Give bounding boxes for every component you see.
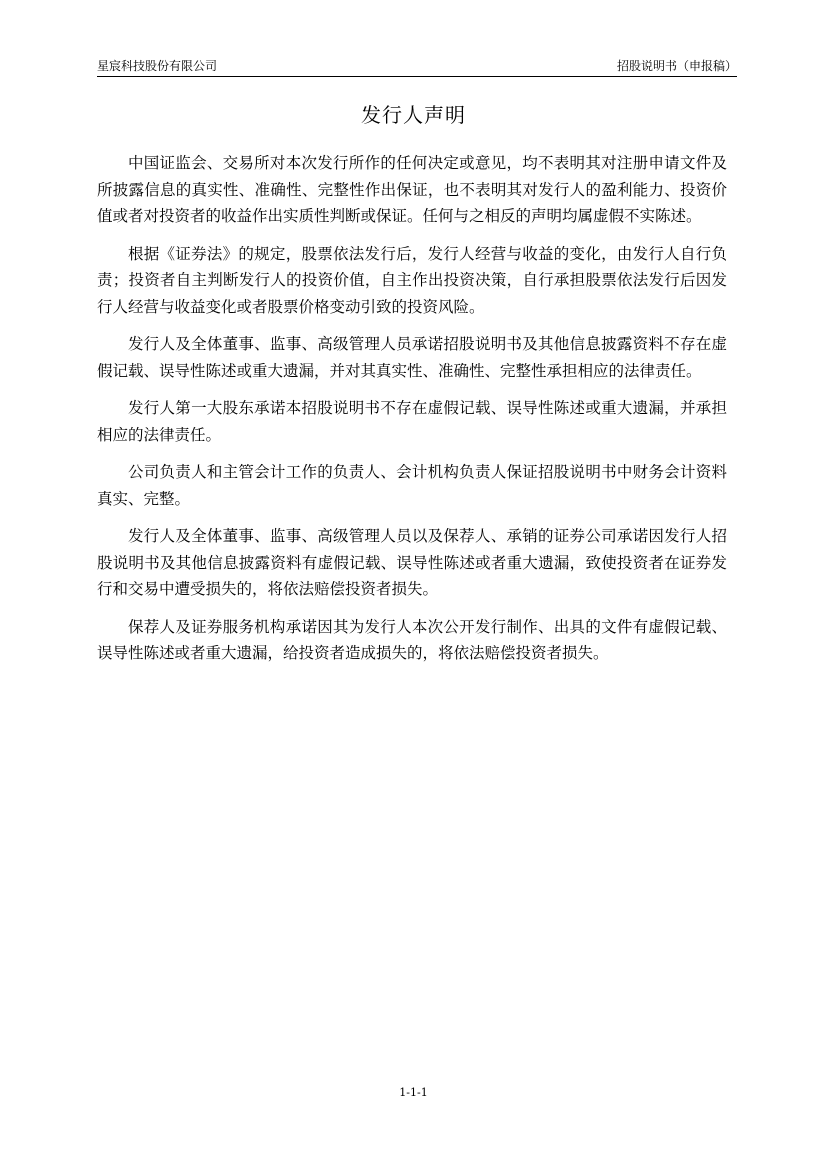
paragraph: 公司负责人和主管会计工作的负责人、会计机构负责人保证招股说明书中财务会计资料真实、完整。: [97, 463, 727, 508]
page-header: [97, 58, 737, 77]
paragraph: 发行人及全体董事、监事、高级管理人员承诺招股说明书及其他信息披露资料不存在虚假记载、误导性陈述或重大遗漏，并对其真实性、准确性、完整性承担相应的法律责任。: [97, 335, 727, 380]
header-document-type: 招股说明书（申报稿）: [616, 59, 737, 73]
paragraph: 保荐人及证券服务机构承诺因其为发行人本次公开发行制作、出具的文件有虚假记载、误导性陈述或者重大遗漏，给投资者造成损失的，将依法赔偿投资者损失。: [97, 617, 727, 662]
paragraph: 中国证监会、交易所对本次发行所作的任何决定或意见，均不表明其对注册申请文件及所披露信息的真实性、准确性、完整性作出保证，也不表明其对发行人的盈利能力、投资价值或者对投资者的收益作出实质性判断或保证。任何与之相反的声明均属虚假不实陈述。: [97, 154, 727, 225]
paragraph: 发行人第一大股东承诺本招股说明书不存在虚假记载、误导性陈述或重大遗漏，并承担相应的法律责任。: [97, 399, 727, 444]
declaration-body: [97, 150, 727, 678]
paragraph: 发行人及全体董事、监事、高级管理人员以及保荐人、承销的证券公司承诺因发行人招股说明书及其他信息披露资料有虚假记载、误导性陈述或者重大遗漏，致使投资者在证券发行和交易中遭受损失的，将依法赔偿投资者损失。: [97, 527, 727, 598]
page-title: 发行人声明: [361, 103, 466, 127]
header-company-name: 星宸科技股份有限公司: [97, 59, 218, 73]
paragraph: 根据《证券法》的规定，股票依法发行后，发行人经营与收益的变化，由发行人自行负责；投资者自主判断发行人的投资价值，自主作出投资决策，自行承担股票依法发行后因发行人经营与收益变化或者股票价格变动引致的投资风险。: [97, 244, 727, 316]
page-number: 1-1-1: [399, 1086, 428, 1099]
